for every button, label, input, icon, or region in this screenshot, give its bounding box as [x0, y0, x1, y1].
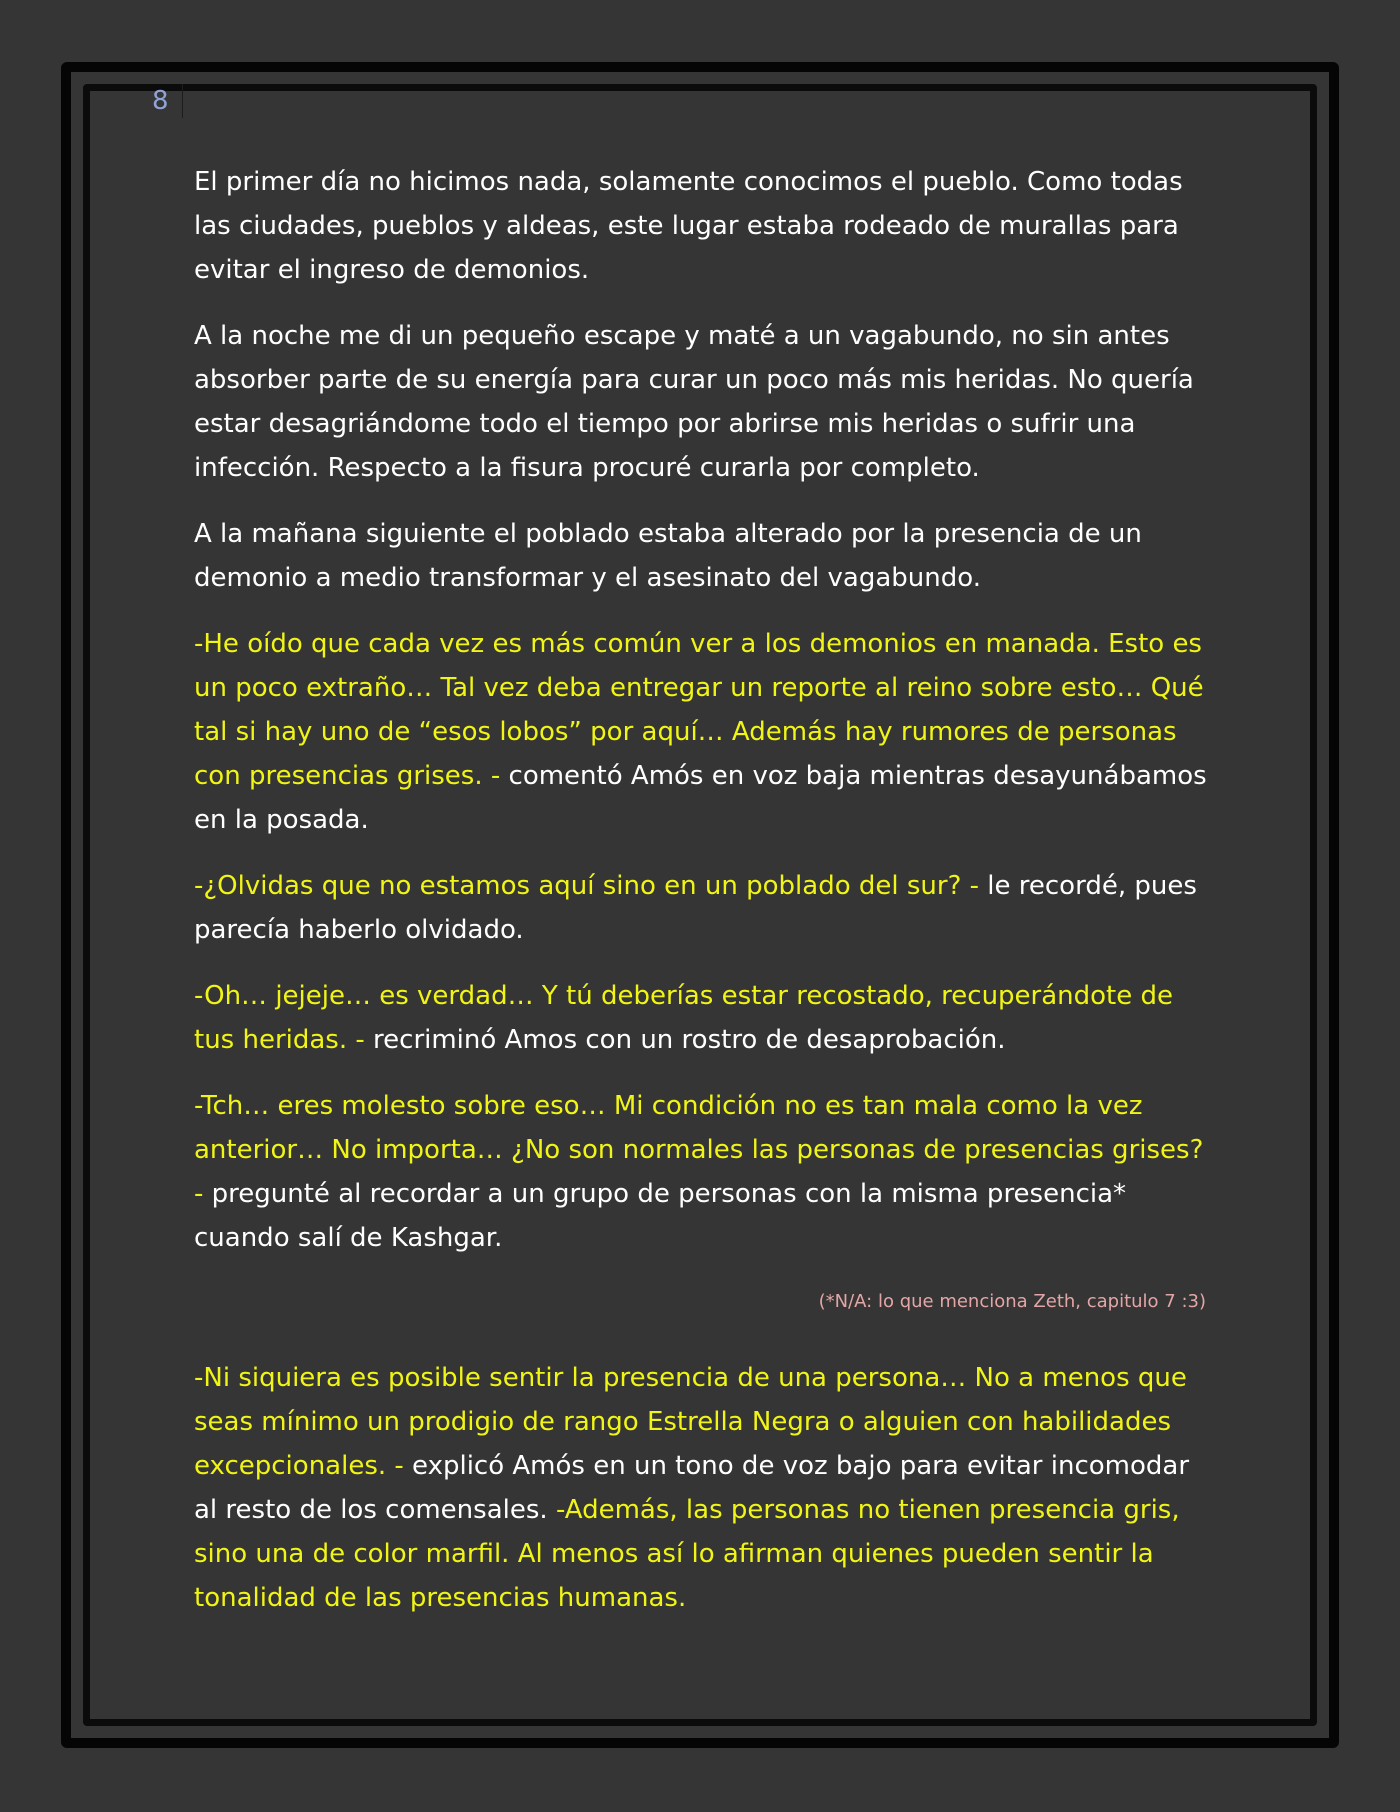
author-note: (*N/A: lo que menciona Zeth, capitulo 7 :3): [818, 1291, 1206, 1312]
paragraph-3: [194, 512, 1214, 600]
paragraph-2: [194, 314, 1214, 490]
dialogue-text: -¿Olvidas que no estamos aquí sino en un poblado del sur? -: [194, 871, 988, 901]
paragraph-1: [194, 160, 1214, 292]
narration-text: recriminó Amos con un rostro de desaprobación.: [373, 1025, 1006, 1055]
story-body: [194, 160, 1214, 1282]
narration-text: El primer día no hicimos nada, solamente conocimos el pueblo. Como todas las ciudades, pueblos y aldeas, este lugar estaba rodeado de murallas para evitar el ingreso de demonios.: [194, 167, 1183, 285]
narration-text: pregunté al recordar a un grupo de personas con la misma presencia* cuando salí de Kashgar.: [194, 1179, 1127, 1253]
narration-text: explicó Amós en un tono de voz bajo para evitar incomodar al resto de los comensales.: [194, 1451, 1190, 1525]
narration-text: comentó Amós en voz baja mientras desayunábamos en la posada.: [194, 761, 1207, 835]
dialogue-text: -Tch… eres molesto sobre eso… Mi condición no es tan mala como la vez anterior… No importa… ¿No son normales las personas de presencias grises? -: [194, 1091, 1204, 1209]
page-number: 8: [152, 84, 183, 118]
narration-text: A la noche me di un pequeño escape y maté a un vagabundo, no sin antes absorber parte de su energía para curar un poco más mis heridas. No quería estar desagriándome todo el tiempo por abrirse mis heridas o sufrir una infección. Respecto a la fisura procuré curarla por completo.: [194, 321, 1194, 483]
narration-text: A la mañana siguiente el poblado estaba alterado por la presencia de un demonio a medio transformar y el asesinato del vagabundo.: [194, 519, 1142, 593]
dialogue-text: -Oh… jejeje… es verdad… Y tú deberías estar recostado, recuperándote de tus heridas. -: [194, 981, 1174, 1055]
dialogue-text: -Además, las personas no tienen presencia gris, sino una de color marfil. Al menos así lo afirman quienes pueden sentir la tonalidad de las presencias humanas.: [194, 1495, 1180, 1613]
paragraph-8: [194, 1356, 1214, 1620]
narration-text: le recordé, pues parecía haberlo olvidado.: [194, 871, 1197, 945]
paragraph-5: [194, 864, 1214, 952]
story-body-continued: [194, 1356, 1214, 1620]
dialogue-text: -He oído que cada vez es más común ver a los demonios en manada. Esto es un poco extraño… Tal vez deba entregar un reporte al reino sobre esto… Qué tal si hay uno de “esos lobos” por aquí… Además hay rumores de personas con presencias grises. -: [194, 629, 1204, 791]
paragraph-4: [194, 622, 1214, 842]
dialogue-text: -Ni siquiera es posible sentir la presencia de una persona… No a menos que seas mínimo un prodigio de rango Estrella Negra o alguien con habilidades excepcionales. -: [194, 1363, 1187, 1481]
paragraph-6: [194, 974, 1214, 1062]
paragraph-7: [194, 1084, 1214, 1260]
